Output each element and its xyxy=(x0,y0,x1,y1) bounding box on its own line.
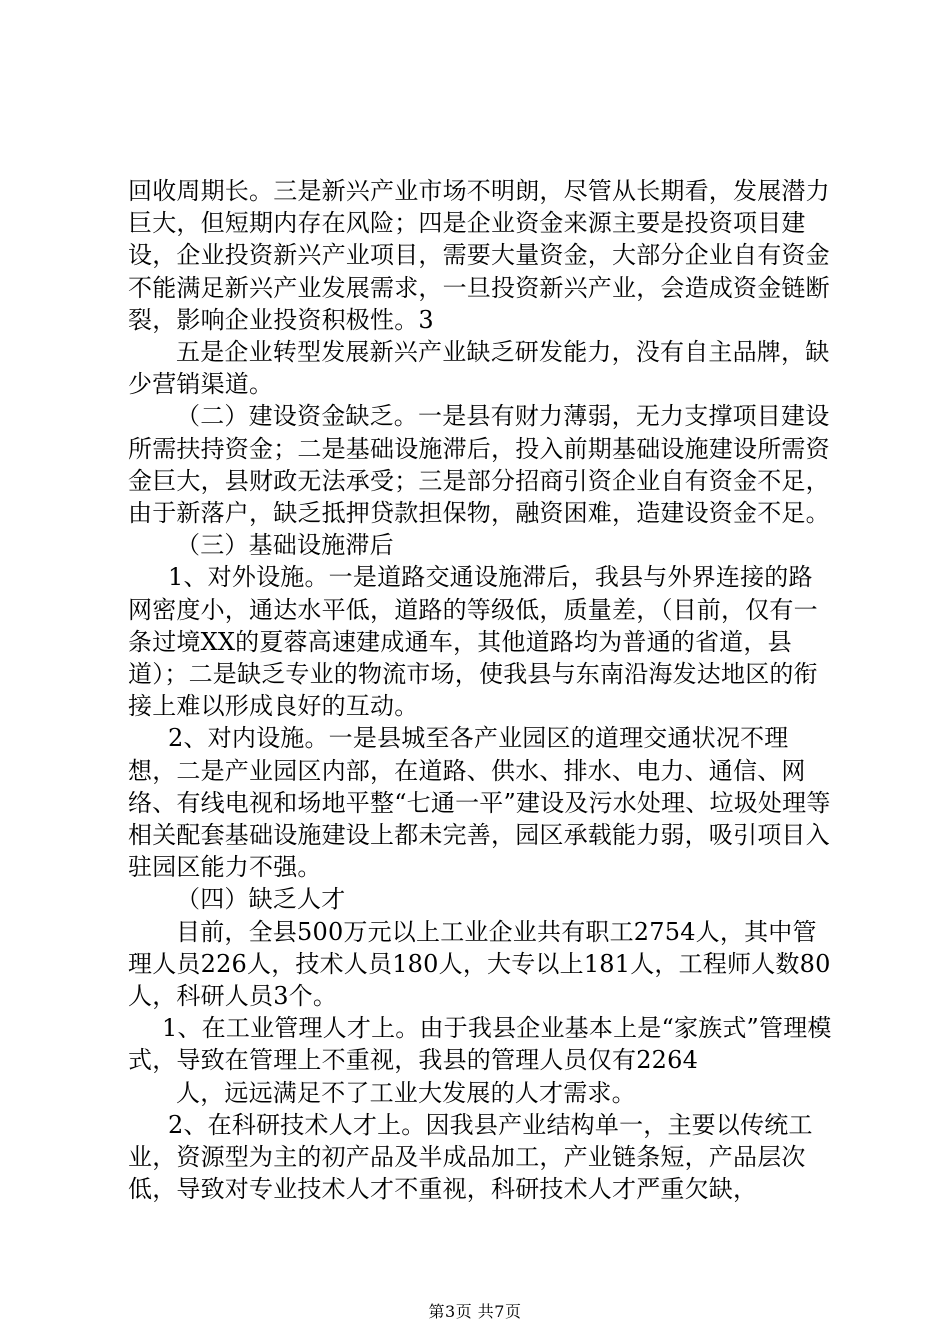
paragraph: 1、对外设施。一是道路交通设施滞后，我县与外界连接的路网密度小，通达水平低，道路的等级低，质量差，（目前，仅有一条过境XX的夏蓉高速建成通车，其他道路均为普通的省道，县道）；二是缺乏专业的物流市场，使我县与东南沿海发达地区的衔接上难以形成良好的互动。 xyxy=(128,563,818,721)
paragraph: 五是企业转型发展新兴产业缺乏研发能力，没有自主品牌，缺少营销渠道。 xyxy=(128,338,830,399)
paragraph: 1、在工业管理人才上。由于我县企业基本上是“家族式”管理模式，导致在管理上不重视，我县的管理人员仅有2264 xyxy=(128,1014,832,1075)
paragraph: （二）建设资金缺乏。一是县有财力薄弱，无力支撑项目建设所需扶持资金；二是基础设施滞后，投入前期基础设施建设所需资金巨大，县财政无法承受；三是部分招商引资企业自有资金不足，由于新落户，缺乏抵押贷款担保物，融资困难，造建设资金不足。 xyxy=(128,402,830,528)
paragraph: 2、对内设施。一是县城至各产业园区的道理交通状况不理想，二是产业园区内部，在道路、供水、排水、电力、通信、网络、有线电视和场地平整“七通一平”建设及污水处理、垃圾处理等相关配套基础设施建设上都未完善，园区承载能力弱，吸引项目入驻园区能力不强。 xyxy=(128,724,831,882)
page-number-footer: 第3页 共7页 xyxy=(428,1302,522,1321)
section-heading: （四）缺乏人才 xyxy=(176,885,346,914)
paragraph: 回收周期长。三是新兴产业市场不明朗，尽管从长期看，发展潜力巨大，但短期内存在风险；四是企业资金来源主要是投资项目建设，企业投资新兴产业项目，需要大量资金，大部分企业自有资金不能满足新兴产业发展需求，一旦投资新兴产业，会造成资金链断裂，影响企业投资积极性。3 xyxy=(128,177,830,334)
document-body xyxy=(128,175,833,1206)
paragraph: 人，远远满足不了工业大发展的人才需求。 xyxy=(176,1078,636,1107)
paragraph: 2、在科研技术人才上。因我县产业结构单一，主要以传统工业，资源型为主的初产品及半成品加工，产业链条短，产品层次低，导致对专业技术人才不重视，科研技术人才严重欠缺， xyxy=(128,1110,813,1204)
paragraph: 目前，全县500万元以上工业企业共有职工2754人，其中管理人员226人，技术人员180人，大专以上181人，工程师人数80人，科研人员3个。 xyxy=(128,917,831,1011)
section-heading: （三）基础设施滞后 xyxy=(176,531,394,560)
